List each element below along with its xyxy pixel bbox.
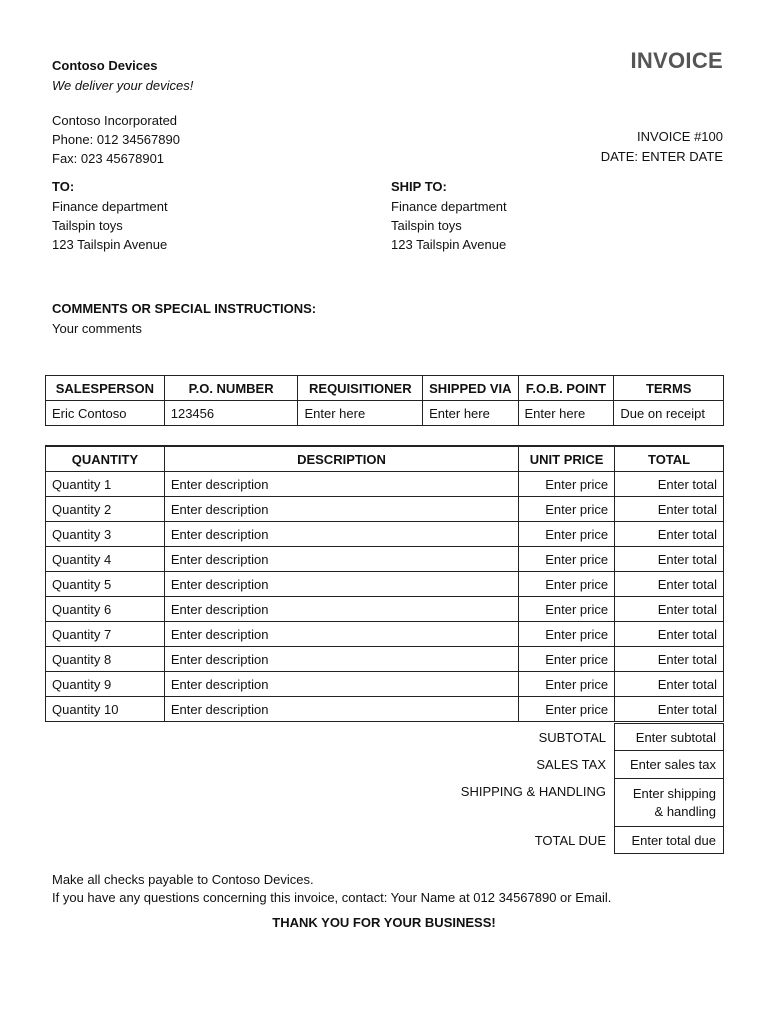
unit-price-cell[interactable]: Enter price (519, 597, 615, 622)
total-cell[interactable]: Enter total (615, 622, 724, 647)
to-line-1: Finance department (52, 199, 168, 214)
quantity-cell[interactable]: Quantity 1 (46, 472, 165, 497)
total-cell[interactable]: Enter total (615, 497, 724, 522)
description-cell[interactable]: Enter description (164, 522, 518, 547)
ship-to-line-2: Tailspin toys (391, 218, 462, 233)
total-cell[interactable]: Enter total (615, 547, 724, 572)
ship-to-line-1: Finance department (391, 199, 507, 214)
company-legal-name: Contoso Incorporated (52, 113, 178, 128)
total-cell[interactable]: Enter total (615, 697, 724, 722)
unit-price-cell[interactable]: Enter price (519, 672, 615, 697)
unit-price-cell[interactable]: Enter price (519, 547, 615, 572)
to-line-2: Tailspin toys (52, 218, 123, 233)
table-row (46, 497, 724, 522)
quantity-cell[interactable]: Quantity 6 (46, 597, 165, 622)
description-cell[interactable]: Enter description (164, 472, 518, 497)
shipped-via-header: SHIPPED VIA (423, 376, 518, 401)
quantity-header: QUANTITY (46, 446, 165, 472)
quantity-cell[interactable]: Quantity 4 (46, 547, 165, 572)
table-row (46, 572, 724, 597)
company-slogan: We deliver your devices! (52, 78, 194, 93)
requisitioner-header: REQUISITIONER (298, 376, 423, 401)
to-label: TO: (52, 179, 75, 194)
unit-price-cell[interactable]: Enter price (519, 522, 615, 547)
total-due-label: TOTAL DUE (534, 832, 606, 848)
total-cell[interactable]: Enter total (615, 472, 724, 497)
table-row (46, 472, 724, 497)
po-number-value[interactable]: 123456 (164, 401, 298, 426)
quantity-cell[interactable]: Quantity 3 (46, 522, 165, 547)
description-cell[interactable]: Enter description (164, 697, 518, 722)
shipped-via-value[interactable]: Enter here (423, 401, 518, 426)
fob-point-value[interactable]: Enter here (518, 401, 614, 426)
shipping-row (45, 779, 724, 827)
total-cell[interactable]: Enter total (615, 597, 724, 622)
unit-price-cell[interactable]: Enter price (519, 622, 615, 647)
table-row (46, 622, 724, 647)
total-cell[interactable]: Enter total (615, 572, 724, 597)
invoice-number: INVOICE #100 (637, 129, 723, 144)
unit-price-cell[interactable]: Enter price (519, 572, 615, 597)
unit-price-header: UNIT PRICE (519, 446, 615, 472)
requisitioner-value[interactable]: Enter here (298, 401, 423, 426)
subtotal-value[interactable]: Enter subtotal (615, 724, 724, 751)
table-row (46, 697, 724, 722)
description-header: DESCRIPTION (164, 446, 518, 472)
total-cell[interactable]: Enter total (615, 672, 724, 697)
description-cell[interactable]: Enter description (164, 622, 518, 647)
quantity-cell[interactable]: Quantity 9 (46, 672, 165, 697)
description-cell[interactable]: Enter description (164, 647, 518, 672)
totals-table (45, 723, 724, 854)
comments-text: Your comments (52, 321, 142, 336)
invoice-date: DATE: ENTER DATE (600, 149, 723, 164)
footer-thanks: THANK YOU FOR YOUR BUSINESS! (272, 915, 496, 930)
unit-price-cell[interactable]: Enter price (519, 647, 615, 672)
invoice-title: INVOICE (630, 48, 723, 73)
fob-point-header: F.O.B. POINT (518, 376, 614, 401)
quantity-cell[interactable]: Quantity 2 (46, 497, 165, 522)
line-items-table (45, 445, 724, 722)
quantity-cell[interactable]: Quantity 10 (46, 697, 165, 722)
footer-checks-payable: Make all checks payable to Contoso Devices. (52, 872, 314, 887)
to-line-3: 123 Tailspin Avenue (52, 237, 168, 252)
table-row (46, 597, 724, 622)
ship-to-label: SHIP TO: (391, 179, 447, 194)
table-row (46, 522, 724, 547)
company-fax: Fax: 023 45678901 (52, 151, 165, 166)
po-number-header: P.O. NUMBER (164, 376, 298, 401)
footer-contact: If you have any questions concerning this invoice, contact: Your Name at 012 34567890 or Email. (52, 890, 612, 905)
order-info-table (45, 375, 724, 426)
salesperson-value[interactable]: Eric Contoso (46, 401, 165, 426)
description-cell[interactable]: Enter description (164, 572, 518, 597)
salesperson-header: SALESPERSON (46, 376, 165, 401)
terms-header: TERMS (614, 376, 724, 401)
quantity-cell[interactable]: Quantity 7 (46, 622, 165, 647)
unit-price-cell[interactable]: Enter price (519, 697, 615, 722)
sales-tax-value[interactable]: Enter sales tax (615, 751, 724, 779)
ship-to-line-3: 123 Tailspin Avenue (391, 237, 507, 252)
description-cell[interactable]: Enter description (164, 547, 518, 572)
shipping-value[interactable]: Enter shipping & handling (615, 779, 724, 827)
sales-tax-label: SALES TAX (536, 757, 606, 772)
description-cell[interactable]: Enter description (164, 672, 518, 697)
terms-value[interactable]: Due on receipt (614, 401, 724, 426)
total-due-row (45, 827, 724, 854)
total-due-value[interactable]: Enter total due (615, 827, 724, 854)
quantity-cell[interactable]: Quantity 5 (46, 572, 165, 597)
total-cell[interactable]: Enter total (615, 647, 724, 672)
table-row (46, 547, 724, 572)
order-info-value-row (46, 401, 724, 426)
unit-price-cell[interactable]: Enter price (519, 497, 615, 522)
subtotal-label: SUBTOTAL (538, 729, 606, 745)
description-cell[interactable]: Enter description (164, 497, 518, 522)
description-cell[interactable]: Enter description (164, 597, 518, 622)
sales-tax-row (45, 751, 724, 779)
company-name: Contoso Devices (52, 58, 158, 73)
table-row (46, 647, 724, 672)
total-cell[interactable]: Enter total (615, 522, 724, 547)
subtotal-row (45, 724, 724, 751)
company-phone: Phone: 012 34567890 (52, 132, 180, 147)
comments-label: COMMENTS OR SPECIAL INSTRUCTIONS: (52, 301, 317, 316)
total-header: TOTAL (615, 446, 724, 472)
unit-price-cell[interactable]: Enter price (519, 472, 615, 497)
line-items-header-row (46, 446, 724, 472)
table-row (46, 672, 724, 697)
quantity-cell[interactable]: Quantity 8 (46, 647, 165, 672)
shipping-label: SHIPPING & HANDLING (460, 783, 606, 799)
order-info-header-row (46, 376, 724, 401)
